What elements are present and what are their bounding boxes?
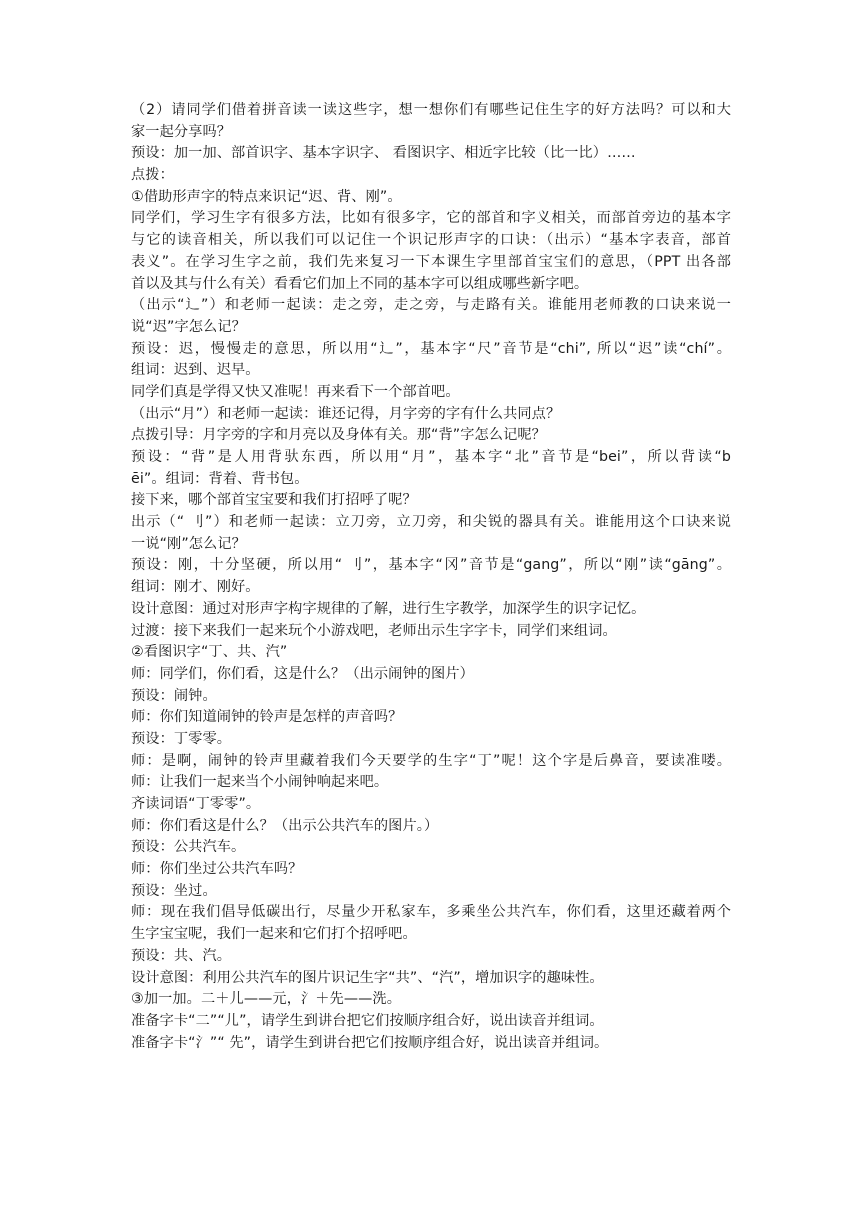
text-line: 首以及其与什么有关）看看它们加上不同的基本字可以组成哪些新字吧。 [131, 275, 589, 292]
text-line: 准备字卡“氵”“ 先”，请学生到讲台把它们按顺序组合好，说出读音并组词。 [131, 1034, 609, 1051]
text-line: 说“迟”字怎么记？ [131, 318, 246, 335]
text-line: ③加一加。二＋儿——元，氵＋先——洗。 [131, 991, 401, 1008]
text-line: 与它的读音相关，所以我们可以记住一个识记形声字的口诀：（出示）“基本字表音，部首 [131, 232, 731, 249]
text-line: 师：你们看这是什么？（出示公共汽车的图片。） [131, 817, 439, 834]
text-line: （2）请同学们借着拼音读一读这些字，想一想你们有哪些记住生字的好方法吗？可以和大 [131, 102, 731, 118]
text-line: 点拨： [131, 167, 174, 184]
text-line: 同学们，学习生字有很多方法，比如有很多字，它的部首和字义相关，而部首旁边的基本字 [131, 210, 731, 227]
text-line: ②看图识字“丁、共、汽” [131, 644, 288, 661]
text-line: 生字宝宝呢，我们一起来和它们打个招呼吧。 [131, 926, 417, 943]
text-line: 预设：丁零零。 [131, 730, 232, 747]
text-line: （出示“辶”）和老师一起读：走之旁，走之旁，与走路有关。谁能用老师教的口诀来说一 [131, 297, 731, 314]
text-line: 预设：“背”是人用背驮东西，所以用“月”，基本字“北”音节是“bei”，所以背读“b [131, 449, 731, 465]
text-line: ēi”。组词：背着、背书包。 [131, 470, 309, 487]
text-line: 预设：公共汽车。 [131, 839, 246, 856]
text-line: 组词：迟到、迟早。 [131, 362, 260, 379]
text-line: 师：现在我们倡导低碳出行，尽量少开私家车，多乘坐公共汽车，你们看，这里还藏着两个 [131, 904, 731, 921]
text-line: 预设：迟，慢慢走的意思，所以用“辶”，基本字“尺”音节是“chi”, 所以“迟”读“chí”。 [131, 340, 731, 357]
text-line: 出示（“ 刂”）和老师一起读：立刀旁，立刀旁，和尖锐的器具有关。谁能用这个口诀来说 [131, 514, 731, 531]
text-line: 家一起分享吗？ [131, 123, 232, 140]
text-line: ①借助形声字的特点来识记“迟、背、刚”。 [131, 188, 402, 205]
text-line: 过渡：接下来我们一起来玩个小游戏吧，老师出示生字字卡，同学们来组词。 [131, 622, 617, 639]
text-line: 一说“刚”怎么记？ [131, 535, 246, 552]
text-line: （出示“月”）和老师一起读：谁还记得，月字旁的字有什么共同点？ [131, 405, 561, 422]
text-line: 组词：刚才、刚好。 [131, 579, 260, 596]
text-line: 师：你们知道闹钟的铃声是怎样的声音吗？ [131, 709, 403, 726]
text-line: 师：你们坐过公共汽车吗？ [131, 861, 303, 878]
text-line: 预设：闹钟。 [131, 687, 217, 704]
text-line: 预设：加一加、部首识字、基本字识字、 看图识字、相近字比较（比一比）…… [131, 145, 636, 162]
text-line: 预设：共、汽。 [131, 947, 232, 964]
text-line: 师：让我们一起来当个小闹钟响起来吧。 [131, 774, 389, 791]
text-line: 师：是啊，闹钟的铃声里藏着我们今天要学的生字“丁”呢！这个字是后鼻音，要读准喽。 [131, 752, 731, 769]
document-body [131, 100, 731, 1054]
text-line: 师：同学们，你们看，这是什么？（出示闹钟的图片） [131, 665, 474, 682]
text-line: 同学们真是学得又快又准呢！再来看下一个部首吧。 [131, 383, 460, 400]
text-line: 齐读词语“丁零零”。 [131, 796, 261, 812]
text-line: 表义”。在学习生字之前，我们先来复习一下本课生字里部首宝宝们的意思，（PPT 出各部 [131, 253, 731, 270]
text-line: 设计意图：通过对形声字构字规律的了解，进行生字教学，加深学生的识字记忆。 [131, 600, 646, 617]
text-line: 预设：刚，十分坚硬，所以用“ 刂”，基本字“冈”音节是“gang”，所以“刚”读“gāng”。 [131, 557, 731, 574]
text-line: 预设：坐过。 [131, 882, 217, 899]
text-line: 准备字卡“二”“儿”，请学生到讲台把它们按顺序组合好，说出读音并组词。 [131, 1012, 604, 1029]
text-line: 点拨引导：月字旁的字和月亮以及身体有关。那“背”字怎么记呢？ [131, 427, 546, 444]
text-line: 接下来，哪个部首宝宝要和我们打招呼了呢？ [131, 492, 417, 509]
text-line: 设计意图：利用公共汽车的图片识记生字“共”、“汽”，增加识字的趣味性。 [131, 969, 604, 986]
